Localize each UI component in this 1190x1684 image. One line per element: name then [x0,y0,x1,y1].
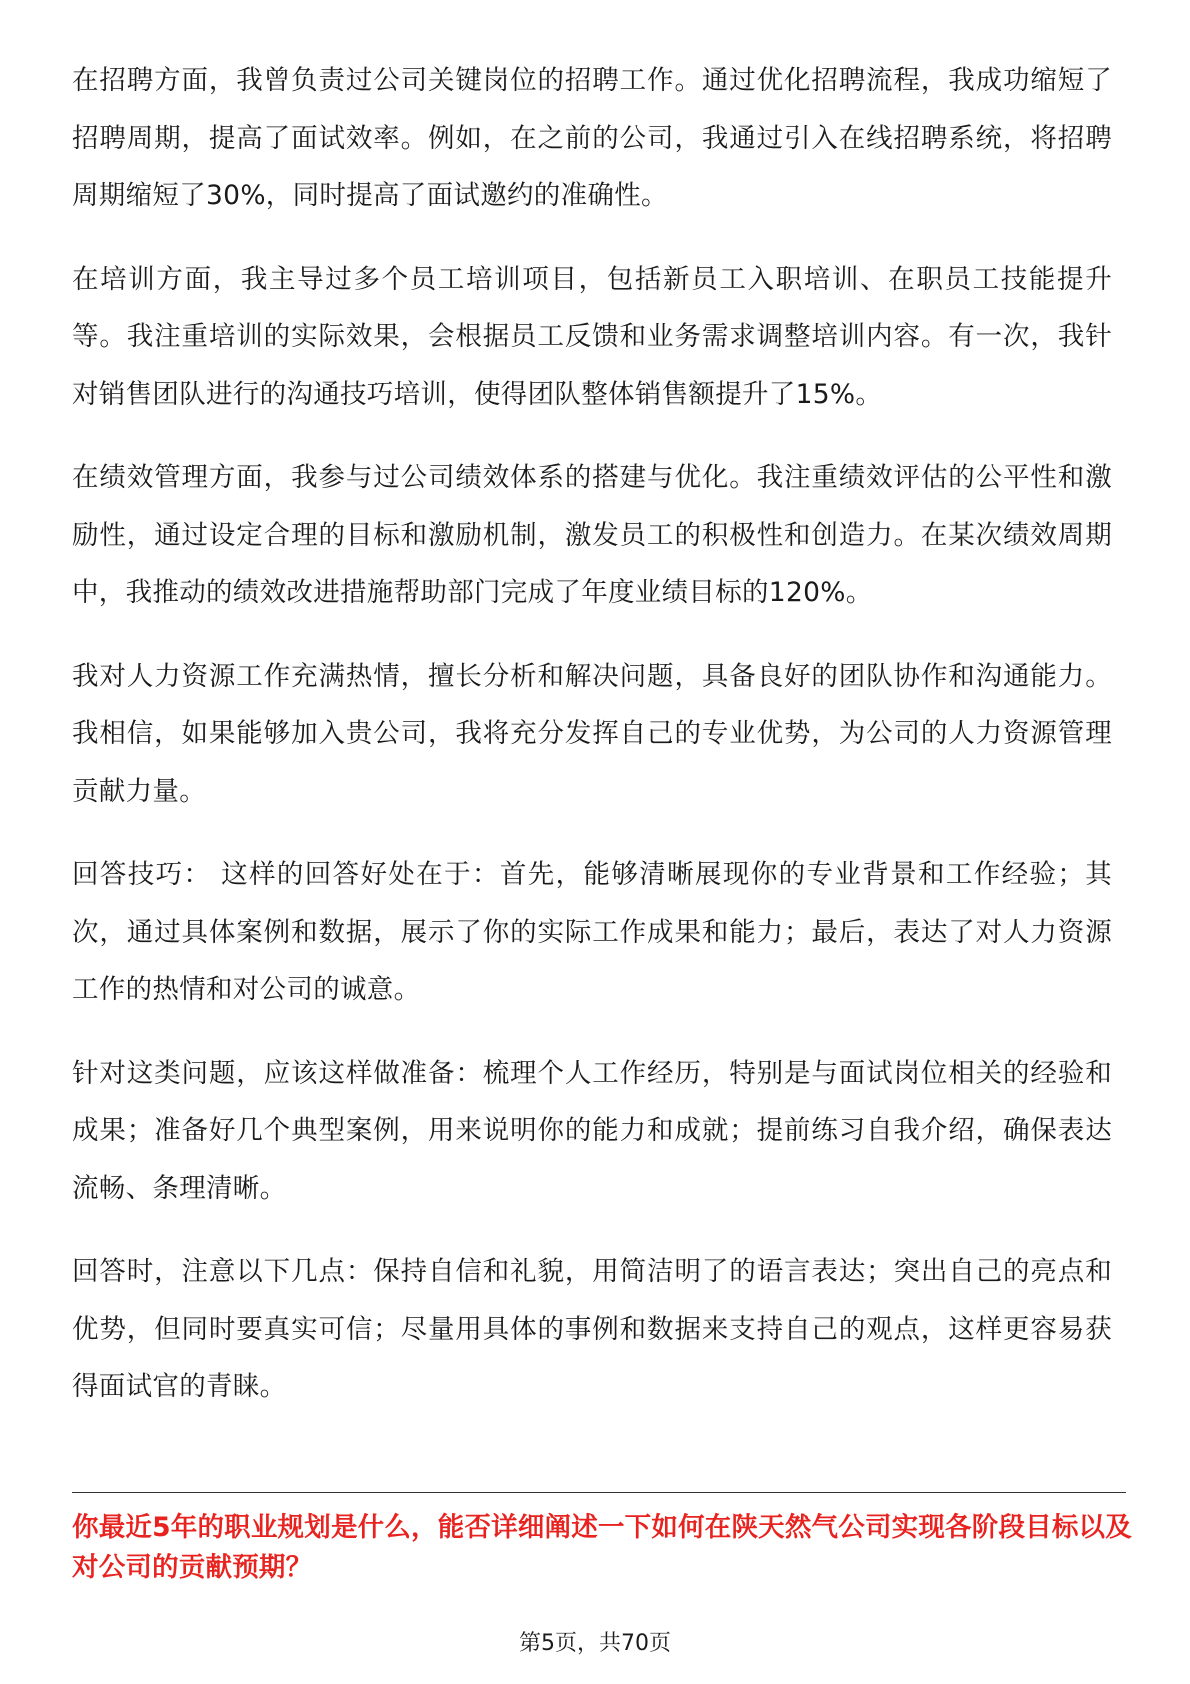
section-divider [72,1492,1126,1493]
paragraph-passion: 我对人力资源工作充满热情，擅长分析和解决问题，具备良好的团队协作和沟通能力。我相信，如果能够加入贵公司，我将充分发挥自己的专业优势，为公司的人力资源管理贡献力量。 [72,660,1112,807]
page-number: 第5页，共70页 [519,1631,671,1656]
paragraph-recruitment: 在招聘方面，我曾负责过公司关键岗位的招聘工作。通过优化招聘流程，我成功缩短了招聘周期，提高了面试效率。例如，在之前的公司，我通过引入在线招聘系统，将招聘周期缩短了30%，同时提高了面试邀约的准确性。 [72,65,1112,211]
question-heading: 你最近5年的职业规划是什么，能否详细阐述一下如何在陕天然气公司实现各阶段目标以及对公司的贡献预期？ [72,1512,1132,1583]
document-body [72,52,1112,1442]
paragraph-training: 在培训方面，我主导过多个员工培训项目，包括新员工入职培训、在职员工技能提升等。我注重培训的实际效果，会根据员工反馈和业务需求调整培训内容。有一次，我针对销售团队进行的沟通技巧培训，使得团队整体销售额提升了15%。 [72,263,1112,410]
paragraph-attention: 回答时，注意以下几点：保持自信和礼貌，用简洁明了的语言表达；突出自己的亮点和优势，但同时要真实可信；尽量用具体的事例和数据来支持自己的观点，这样更容易获得面试官的青睐。 [72,1256,1112,1402]
paragraph-performance: 在绩效管理方面，我参与过公司绩效体系的搭建与优化。我注重绩效评估的公平性和激励性，通过设定合理的目标和激励机制，激发员工的积极性和创造力。在某次绩效周期中，我推动的绩效改进措施帮助部门完成了年度业绩目标的120%。 [72,462,1112,608]
paragraph-answer-tips: 回答技巧： 这样的回答好处在于：首先，能够清晰展现你的专业背景和工作经验；其次，通过具体案例和数据，展示了你的实际工作成果和能力；最后，表达了对人力资源工作的热情和对公司的诚意。 [72,859,1112,1005]
paragraph-preparation: 针对这类问题，应该这样做准备：梳理个人工作经历，特别是与面试岗位相关的经验和成果；准备好几个典型案例，用来说明你的能力和成就；提前练习自我介绍，确保表达流畅、条理清晰。 [72,1057,1112,1204]
